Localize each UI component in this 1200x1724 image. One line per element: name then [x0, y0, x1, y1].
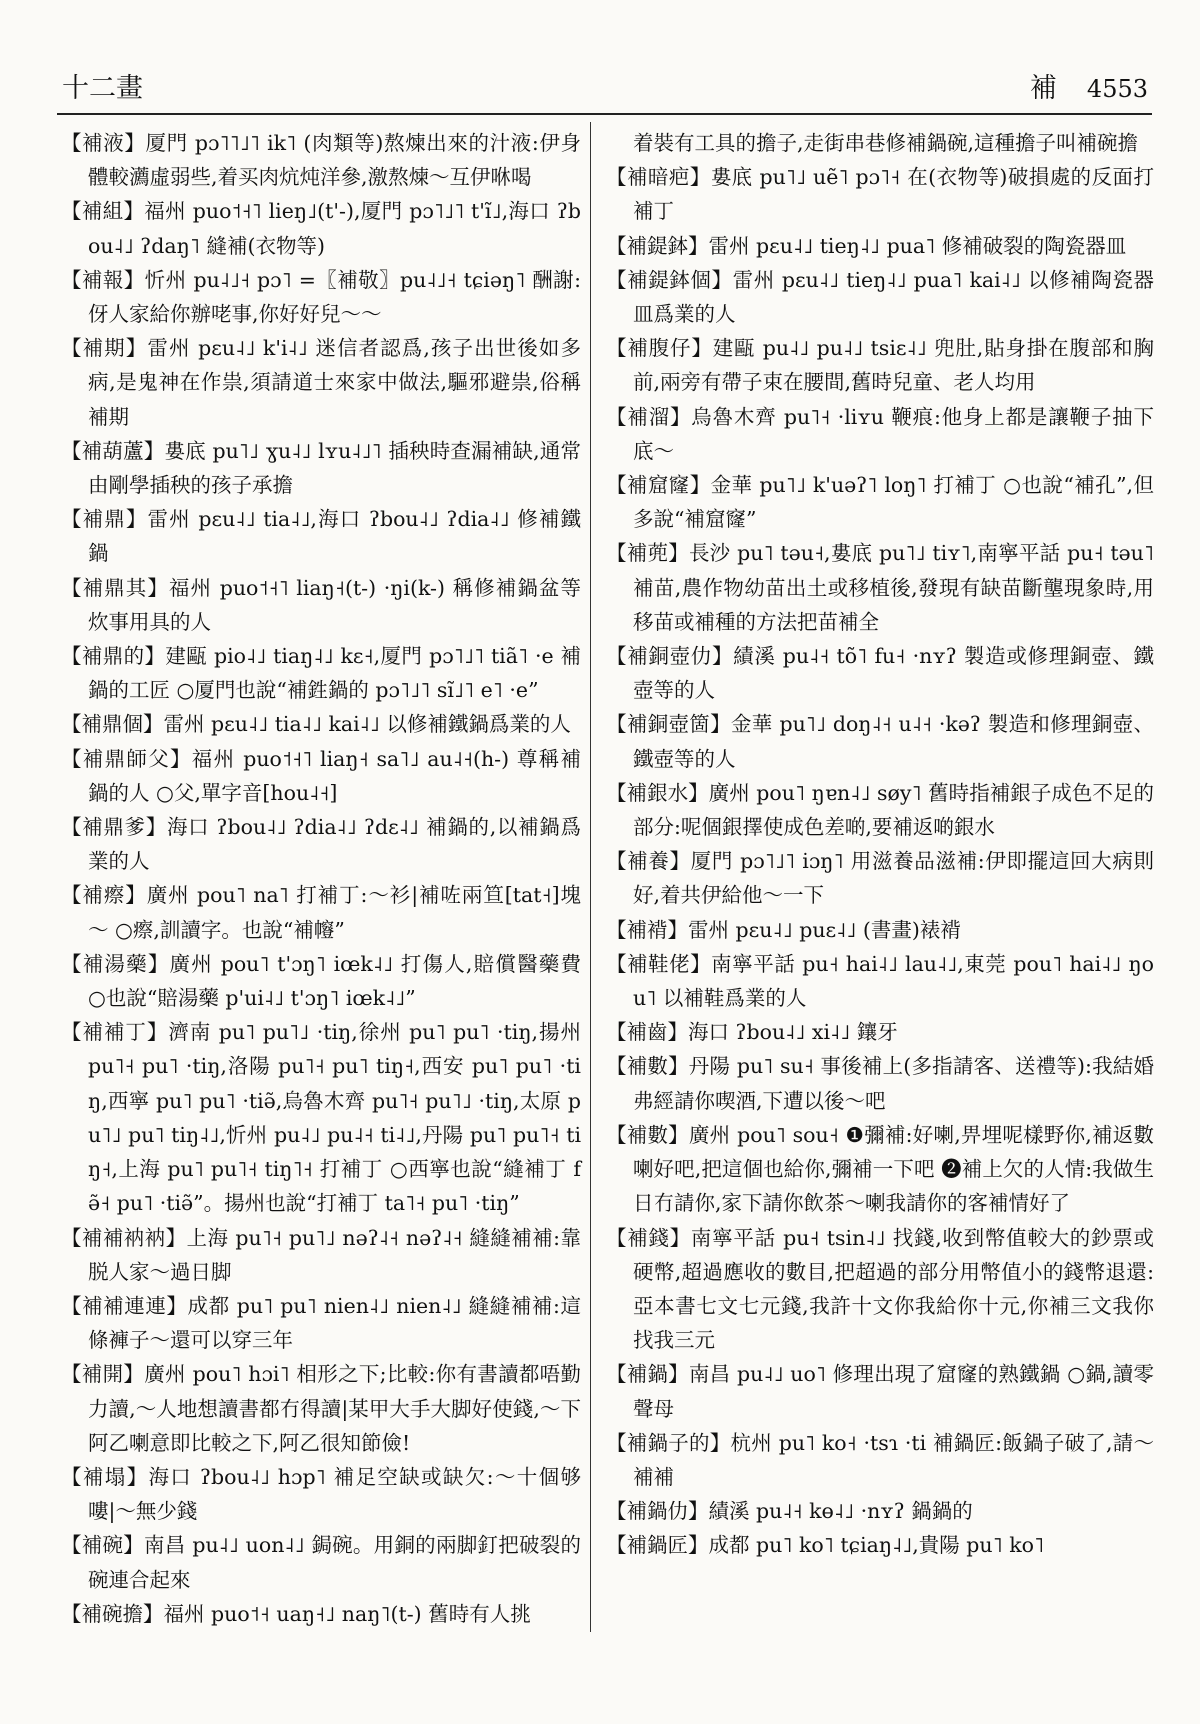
- running-head: [1030, 66, 1148, 105]
- dictionary-entry: 【補暗疤】婁底 pu˥˩ uẽ˥ pɔ˥˧ 在(衣物等)破損處的反面打補丁: [606, 165, 1154, 224]
- dictionary-entry: 【補鼎師父】福州 puo˦˧˥ liaŋ˧ sa˥˩ au˨˧(h-) 尊稱補鍋的人 ○父,單字音[hou˨˧]: [61, 746, 581, 805]
- dictionary-entry: 【補湯藥】廣州 pou˥ t'ɔŋ˥ iœk˨˩ 打傷人,賠償醫藥費 ○也說“賠湯藥 p'ui˨˩ t'ɔŋ˥ iœk˨˩”: [61, 951, 581, 1011]
- page-header: [62, 66, 1148, 116]
- dictionary-entry: 【補期】雷州 pɛu˨˩ k'i˨˩ 迷信者認爲,孩子出世後如多病,是鬼神在作祟,須請道士來家中做法,驅邪避祟,俗稱補期: [61, 336, 581, 429]
- dictionary-entry: 【補溜】烏魯木齊 pu˥˧ ·liʏu 鞭痕:他身上都是讓鞭子抽下底～: [606, 404, 1154, 463]
- dictionary-entry: 【補鍋仂】績溪 pu˨˧ kɵ˨˩ ·nʏʔ 鍋鍋的: [606, 1499, 973, 1524]
- dictionary-entry: 【補碗擔】福州 puo˦˧ uaŋ˧˩ naŋ˥(t-) 舊時有人挑: [61, 1601, 531, 1626]
- dictionary-entry: 【補錢】南寧平話 pu˧ tsin˨˩ 找錢,收到幣值較大的鈔票或硬幣,超過應收的數目,把超過的部分用幣值小的錢幣退還:亞本書七文七元錢,我許十文你我給你十元,你補三文我你找我三元: [606, 1225, 1154, 1353]
- page-number: 4553: [1086, 75, 1148, 103]
- dictionary-entry: 【補蔸】長沙 pu˥ təu˧,婁底 pu˥˩ tiʏ˥,南寧平話 pu˧ təu˥ 補苗,農作物幼苗出土或移植後,發現有缺苗斷壟現象時,用移苗或補種的方法把苗補全: [606, 541, 1154, 634]
- dictionary-entry: 【補瘵】廣州 pou˥ na˥ 打補丁:～衫|補咗兩笪[tat˧]塊～ ○瘵,訓讀字。也說“補㡧”: [61, 883, 581, 942]
- dictionary-entry: 【補鍉鉢個】雷州 pɛu˨˩ tieŋ˨˩ pua˥ kai˨˩ 以修補陶瓷器皿爲業的人: [606, 267, 1154, 327]
- dictionary-entry: 【補葫蘆】婁底 pu˥˩ ɣu˨˩ lʏu˨˩˥ 插秧時查漏補缺,通常由剛學插秧的孩子承擔: [61, 438, 581, 498]
- dictionary-entry: 【補銅壺仂】績溪 pu˨˧ tõ˥ fu˧ ·nʏʔ 製造或修理銅壺、鐵壺等的人: [606, 644, 1154, 703]
- dictionary-entry: 【補塌】海口 ʔbou˨˩ hɔp˥ 補足空缺或缺欠:～十個够嘍|～無少錢: [61, 1464, 581, 1524]
- head-character: 補: [1029, 73, 1057, 104]
- dictionary-entry: 【補齒】海口 ʔbou˨˩ xi˨˩ 鑲牙: [606, 1020, 898, 1045]
- dictionary-entry: 【補碗】南昌 pu˨˩ uon˨˩ 鋦碗。用銅的兩脚釘把破裂的碗連合起來: [61, 1533, 581, 1592]
- dictionary-entry: 【補鍋匠】成都 pu˥ ko˥ tɕiaŋ˨˩,貴陽 pu˥ ko˥: [606, 1533, 1045, 1558]
- dictionary-entry: 【補數】丹陽 pu˥ su˧ 事後補上(多指請客、送禮等):我結婚弗經請你喫酒,下遭以後～吧: [606, 1054, 1154, 1113]
- dictionary-entry: 【補鍉鉢】雷州 pɛu˨˩ tieŋ˨˩ pua˥ 修補破裂的陶瓷器皿: [606, 233, 1127, 258]
- dictionary-entry: 【補鞋佬】南寧平話 pu˧ hai˨˩ lau˨˩,東莞 pou˥ hai˨˩ ŋou˥ 以補鞋爲業的人: [606, 951, 1154, 1011]
- dictionary-entry: 【補銀水】廣州 pou˥ ŋɐn˨˩ søy˥ 舊時指補銀子成色不足的部分:呢個銀擇使成色差啲,要補返啲銀水: [606, 780, 1154, 840]
- dictionary-entry: 【補數】廣州 pou˥ sou˧ ❶彌補:好喇,畀埋呢樣野你,補返數喇好吧,把這個也給你,彌補一下吧 ❷補上欠的人情:我做生日冇請你,家下請你飲茶～喇我請你的客補情好了: [606, 1122, 1154, 1216]
- dictionary-entry: 【補腹仔】建甌 pu˨˩ pu˨˩ tsiɛ˨˩ 兜肚,貼身掛在腹部和胸前,兩旁有帶子束在腰間,舊時兒童、老人均用: [606, 336, 1154, 395]
- left-column: [61, 126, 581, 1631]
- dictionary-entry: 【補組】福州 puo˦˧˥ lieŋ˩(t'-),厦門 pɔ˥˩˥ t'ĩ˩,海口 ʔbou˨˩ ʔdaŋ˥ 縫補(衣物等): [61, 199, 581, 258]
- dictionary-entry: 【補補連連】成都 pu˥ pu˥ nien˨˩ nien˨˩ 縫縫補補:這條褲子～還可以穿三年: [61, 1293, 581, 1353]
- column-divider: [590, 122, 591, 1632]
- dictionary-entry: 【補褙】雷州 pɛu˨˩ puɛ˨˩ (書畫)裱褙: [606, 917, 961, 942]
- dictionary-entry: 【補報】忻州 pu˨˩˧ pɔ˥ =〖補敬〗pu˨˩˧ tɕiəŋ˥ 酬謝:伢人家給你辦咾事,你好好兒～～: [61, 267, 581, 327]
- dictionary-entry: 【補鼎的】建甌 pio˨˩ tiaŋ˨˩ kɛ˧,厦門 pɔ˥˩˥ tiã˥ ·e 補鍋的工匠 ○厦門也說“補鉎鍋的 pɔ˥˩˥ sĩ˩˥ e˥ ·e”: [61, 644, 581, 703]
- dictionary-entry: 【補鼎個】雷州 pɛu˨˩ tia˨˩ kai˨˩ 以修補鐵鍋爲業的人: [61, 712, 571, 737]
- dictionary-entry: 【補鼎其】福州 puo˦˧˥ liaŋ˧(t-) ·ŋi(k-) 稱修補鍋盆等炊事用具的人: [61, 575, 581, 634]
- dictionary-entry: 着裝有工具的擔子,走街串巷修補鍋碗,這種擔子叫補碗擔: [633, 131, 1139, 155]
- dictionary-entry: 【補鼎爹】海口 ʔbou˨˩ ʔdia˨˩ ʔdɛ˨˩ 補鍋的,以補鍋爲業的人: [61, 815, 581, 874]
- dictionary-entry: 【補鍋】南昌 pu˨˩ uo˥ 修理出現了窟窿的熟鐵鍋 ○鍋,讀零聲母: [606, 1362, 1154, 1421]
- dictionary-entry: 【補鼎】雷州 pɛu˨˩ tia˨˩,海口 ʔbou˨˩ ʔdia˨˩ 修補鐵鍋: [61, 507, 581, 566]
- dictionary-entry: 【補銅壺箇】金華 pu˥˩ doŋ˨˧ u˨˧ ·kəʔ 製造和修理銅壺、鐵壺等的人: [606, 712, 1154, 771]
- dictionary-entry: 【補補丁】濟南 pu˥ pu˥˩ ·tiŋ,徐州 pu˥ pu˥ ·tiŋ,揚州 pu˥˧ pu˥ ·tiŋ,洛陽 pu˥˧ pu˥ tiŋ˧,西安 pu˥ pu˥ ·tiŋ,西寧 pu˥ pu˥ ·tiə̃,烏魯木齊 pu˥˧ pu˥˩ ·tiŋ,太原 pu˥˩ pu˥ tiŋ˨˩,忻州 pu˨˩ pu˨˧ ti˨˩,丹陽 pu˥ pu˥˧ tiŋ˧,上海 pu˥ pu˥˧ tiŋ˥˧ 打補丁 ○西寧也說“縫補丁 fə̃˧ pu˥ ·tiə̃”。揚州也說“打補丁 ta˥˧ pu˥ ·tiŋ”: [61, 1020, 581, 1216]
- right-column: [606, 126, 1154, 1563]
- section-label: 十二畫: [62, 73, 143, 104]
- dictionary-entry: 【補養】厦門 pɔ˥˩˥ iɔŋ˥ 用滋養品滋補:伊即擺這回大病則好,着共伊給他～一下: [606, 849, 1154, 908]
- dictionary-entry: 【補補衲衲】上海 pu˥˧ pu˥˩ nəʔ˨˧ nəʔ˨˧ 縫縫補補:靠脱人家～過日脚: [61, 1225, 581, 1284]
- dictionary-entry: 【補窟窿】金華 pu˥˩ k'uəʔ˥ loŋ˥ 打補丁 ○也說“補孔”,但多說“補窟窿”: [606, 473, 1154, 532]
- dictionary-entry: 【補開】廣州 pou˥ hɔi˥ 相形之下;比較:你有書讀都唔勤力讀,～人地想讀書都冇得讀|某甲大手大脚好使錢,～下阿乙喇意即比較之下,阿乙很知節儉!: [61, 1362, 581, 1455]
- dictionary-entry: 【補鍋子的】杭州 pu˥ ko˧ ·tsɿ ·ti 補鍋匠:飯鍋子破了,請～補補: [606, 1430, 1154, 1489]
- dictionary-entry: 【補液】厦門 pɔ˥˥˩˥ ik˥ (肉類等)熬煉出來的汁液:伊身體較瀳虛弱些,着买肉炕炖洋參,激熬煉～互伊咻喝: [61, 131, 581, 190]
- header-rule: [57, 113, 1152, 115]
